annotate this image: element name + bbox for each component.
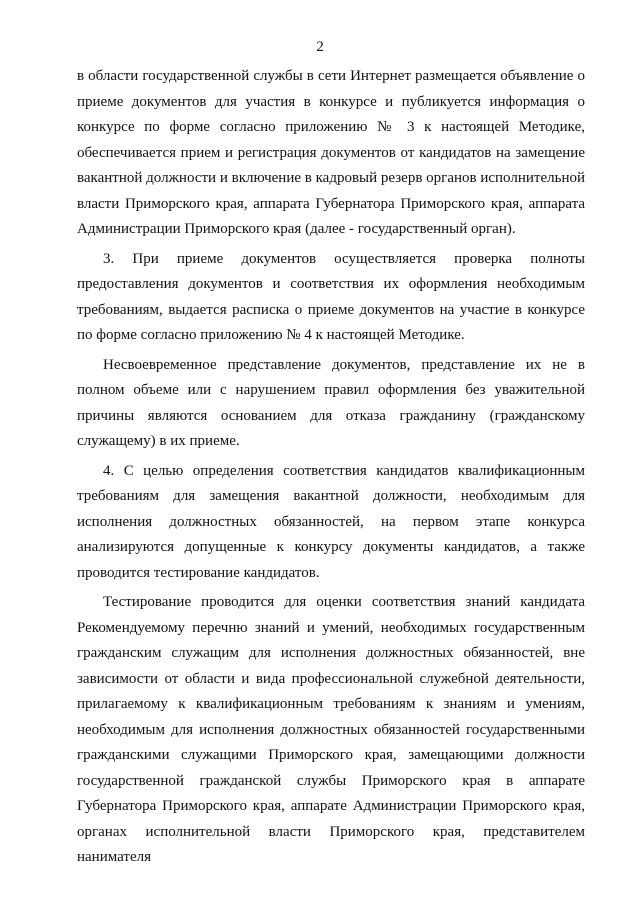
paragraph-item-3: 3. При приеме документов осуществляется проверка полноты предоставления документов и соответствия их оформления необходимым требованиям, выдается расписка о приеме документов на участие в конкурсе по форме согласно приложению № 4 к настоящей Методике. [77,250,585,343]
paragraph-continuation: в области государственной службы в сети Интернет размещается объявление о приеме документов для участия в конкурсе и публикуется информация о конкурсе по форме согласно приложению № 3 к настоящей Методике, обеспечивается прием и регистрация документов от кандидатов на замещение вакантной должности и включение в кадровый резерв органов исполнительной власти Приморского края, аппарата Губернатора Приморского края, аппарата Администрации Приморского края (далее - государственный орган). [77,68,585,237]
paragraph-item-4: 4. С целью определения соответствия кандидатов квалификационным требованиям для замещения вакантной должности, необходимым для исполнения должностных обязанностей, на первом этапе конкурса анализируются допущенные к конкурсу документы кандидатов, а также проводится тестирование кандидатов. [77,462,585,581]
paragraph-testing: Тестирование проводится для оценки соответствия знаний кандидата Рекомендуемому перечню знаний и умений, необходимых государственным гражданским служащим для исполнения должностных обязанностей, вне зависимости от области и вида профессиональной служебной деятельности, прилагаемому к квалификационным требованиям к знаниям и умениям, необходимым для исполнения должностных обязанностей государственными гражданскими служащими Приморского края, замещающими должности государственной гражданской службы Приморского края в аппарате Губернатора Приморского края, аппарате Администрации Приморского края, органах исполнительной власти Приморского края, представителем нанимателя [77,594,585,865]
page-number: 2 [316,39,324,55]
document-body [77,64,585,871]
paragraph-late-submission: Несвоевременное представление документов, представление их не в полном объеме или с нарушением правил оформления без уважительной причины являются основанием для отказа гражданину (гражданскому служащему) в их приеме. [77,356,585,449]
